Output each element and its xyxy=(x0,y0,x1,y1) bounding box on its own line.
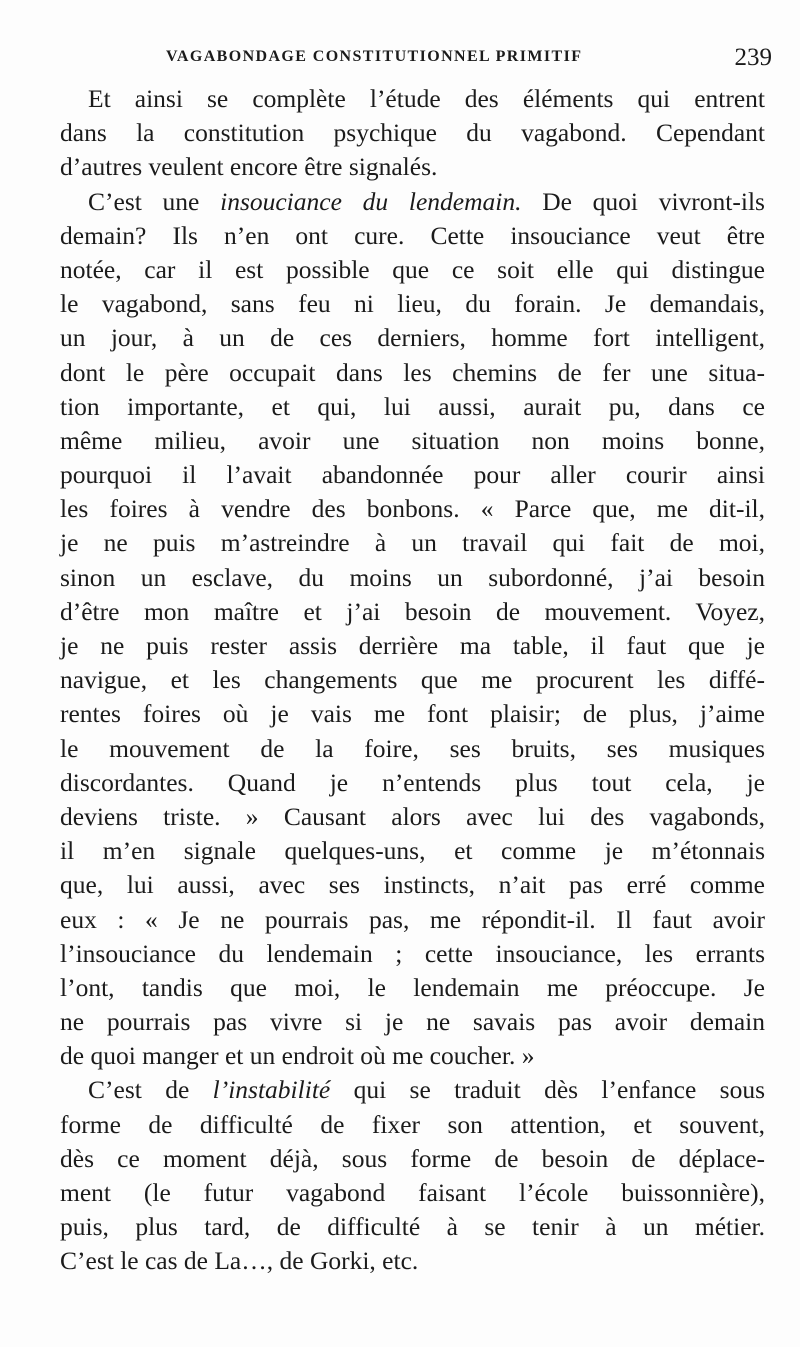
text-line xyxy=(88,185,765,219)
text-line: un jour, à un de ces derniers, homme fort intelligent, xyxy=(60,323,765,353)
text-line: ment (le futur vagabond faisant l’école buissonnière), xyxy=(60,1178,765,1207)
text-segment: C’est de xyxy=(88,1075,213,1105)
text-line: le mouvement de la foire, ses bruits, ses musiques xyxy=(60,733,765,763)
text-line: il m’en signale quelques-uns, et comme je m’étonnais xyxy=(60,836,765,866)
running-head xyxy=(166,44,786,74)
text-line: l’ont, tandis que moi, le lendemain me préoccupe. Je xyxy=(60,972,765,1002)
text-line: notée, car il est possible que ce soit elle qui distingue xyxy=(60,254,765,284)
italic-emphasis: l’instabilité xyxy=(212,1075,331,1105)
text-line: discordantes. Quand je n’entends plus tout cela, je xyxy=(60,767,765,797)
text-line: C’est le cas de La…, de Gorki, etc. xyxy=(60,1246,419,1276)
text-segment: C’est une xyxy=(88,186,221,216)
body-text xyxy=(0,82,800,1279)
text-line: dont le père occupait dans les chemins de fer une situa- xyxy=(60,357,765,387)
text-line: le vagabond, sans feu ni lieu, du forain. Je demandais, xyxy=(60,289,765,319)
text-line: je ne puis m’astreindre à un travail qui fait de moi, xyxy=(60,528,765,558)
text-line: navigue, et les changements que me procurent les diffé- xyxy=(60,665,765,695)
text-line: tion importante, et qui, lui aussi, aurait pu, dans ce xyxy=(60,391,765,421)
text-line: que, lui aussi, avec ses instincts, n’ait pas erré comme xyxy=(60,870,765,900)
text-line: eux : « Je ne pourrais pas, me répondit-il. Il faut avoir xyxy=(60,904,765,934)
text-line: Et ainsi se complète l’étude des éléments qui entrent xyxy=(88,84,765,113)
page-number: 239 xyxy=(734,44,772,71)
text-segment: De quoi vivront-ils xyxy=(521,186,765,216)
text-line xyxy=(88,1073,765,1107)
text-line: demain? Ils n’en ont cure. Cette insouciance veut être xyxy=(60,220,765,250)
italic-emphasis: insouciance du lendemain. xyxy=(220,186,522,216)
text-line: rentes foires où je vais me font plaisir; de plus, j’aime xyxy=(60,699,765,729)
text-line: dans la constitution psychique du vagabond. Cependant xyxy=(60,118,765,148)
text-line: deviens triste. » Causant alors avec lui des vagabonds, xyxy=(60,801,765,831)
text-segment: qui se traduit dès l’enfance sous xyxy=(330,1075,765,1105)
text-line: dès ce moment déjà, sous forme de besoin de déplace- xyxy=(60,1143,765,1173)
text-line: pourquoi il l’avait abandonnée pour aller courir ainsi xyxy=(60,460,765,490)
text-line: ne pourrais pas vivre si je ne savais pas avoir demain xyxy=(60,1007,765,1037)
text-line: de quoi manger et un endroit où me coucher. » xyxy=(60,1041,535,1071)
text-line: je ne puis rester assis derrière ma table, il faut que je xyxy=(60,631,765,660)
text-line: d’autres veulent encore être signalés. xyxy=(60,152,438,182)
text-line: forme de difficulté de fixer son attention, et souvent, xyxy=(60,1109,765,1139)
text-line: même milieu, avoir une situation non moins bonne, xyxy=(60,425,765,455)
text-line: puis, plus tard, de difficulté à se tenir à un métier. xyxy=(60,1212,765,1242)
text-line: d’être mon maître et j’ai besoin de mouvement. Voyez, xyxy=(60,596,765,626)
text-line: les foires à vendre des bonbons. « Parce que, me dit-il, xyxy=(60,494,765,524)
text-line: sinon un esclave, du moins un subordonné, j’ai besoin xyxy=(60,562,765,592)
text-line: l’insouciance du lendemain ; cette insouciance, les errants xyxy=(60,938,765,968)
running-head-title: VAGABONDAGE CONSTITUTIONNEL PRIMITIF xyxy=(166,48,583,65)
